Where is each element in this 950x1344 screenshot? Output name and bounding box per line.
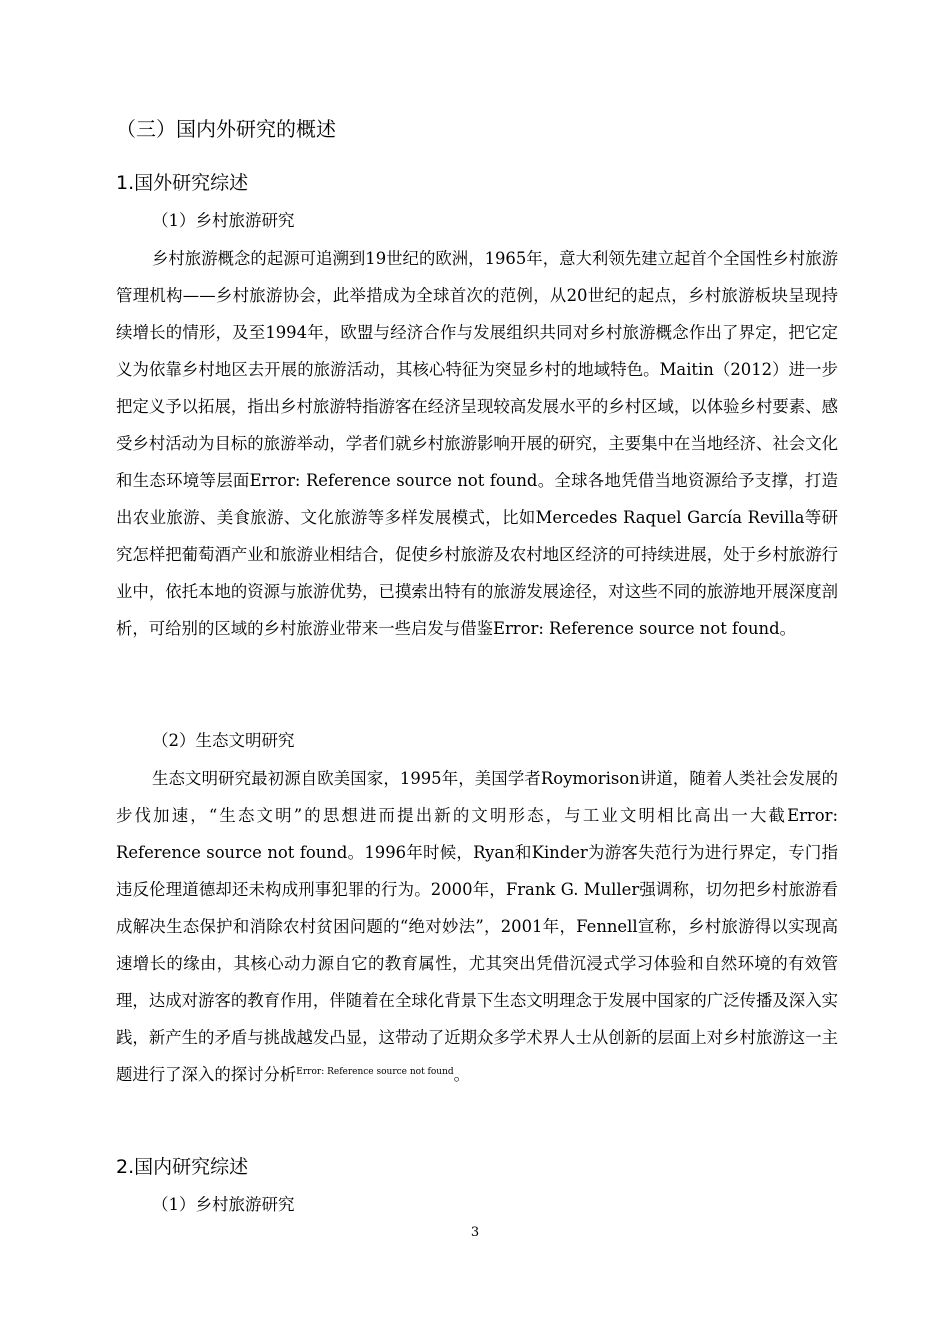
foreign-research-title: 1.国外研究综述 — [116, 172, 249, 194]
foreign-eco-text: 生态文明研究最初源自欧美国家，1995年，美国学者Roymorison讲道，随着人类社会发展的步伐加速，“生态文明”的思想进而提出新的文明形态，与工业文明相比高出一大截Error: Reference source not found。1996年时候，Ryan和Kinder为游客失范行为进行界定，专门指违反伦理道德却还未构成刑事犯罪的行为。2000年，Frank G. Muller强调称，切勿把乡村旅游看成解决生态保护和消除农村贫困问题的“绝对妙法”，2001年，Fennell宣称，乡村旅游得以实现高速增长的缘由，其核心动力源自它的教育属性，尤其突出凭借沉浸式学习体验和自然环境的有效管理，达成对游客的教育作用，伴随着在全球化背景下生态文明理念于发展中国家的广泛传播及深入实践，新产生的矛盾与挑战越发凸显，这带动了近期众多学术界人士从创新的层面上对乡村旅游这一主题进行了深入的探讨分析 — [116, 769, 838, 1084]
foreign-eco-end: 。 — [453, 1065, 471, 1084]
domestic-research-title: 2.国内研究综述 — [116, 1156, 249, 1178]
foreign-rural-paragraph: 乡村旅游概念的起源可追溯到19世纪的欧洲，1965年，意大利领先建立起首个全国性乡村旅游管理机构——乡村旅游协会，此举措成为全球首次的范例，从20世纪的起点，乡村旅游板块呈现持续增长的情形，及至1994年，欧盟与经济合作与发展组织共同对乡村旅游概念作出了界定，把它定义为依靠乡村地区去开展的旅游活动，其核心特征为突显乡村的地域特色。Maitin（2012）进一步把定义予以拓展，指出乡村旅游特指游客在经济呈现较高发展水平的乡村区域，以体验乡村要素、感受乡村活动为目标的旅游举动，学者们就乡村旅游影响开展的研究，主要集中在当地经济、社会文化和生态环境等层面Error: Reference source not found。全球各地凭借当地资源给予支撑，打造出农业旅游、美食旅游、文化旅游等多样发展模式，比如Mercedes Raquel García Revilla等研究怎样把葡萄酒产业和旅游业相结合，促使乡村旅游及农村地区经济的可持续进展，处于乡村旅游行业中，依托本地的资源与旅游优势，已摸索出特有的旅游发展途径，对这些不同的旅游地开展深度剖析，可给别的区域的乡村旅游业带来一些启发与借鉴Error: Reference source not found。 — [116, 249, 838, 638]
foreign-eco-paragraph — [116, 760, 838, 1093]
foreign-eco-heading: （2）生态文明研究 — [152, 731, 295, 750]
section-title: （三）国内外研究的概述 — [116, 117, 336, 141]
reference-superscript: Error: Reference source not found — [296, 1067, 454, 1077]
foreign-rural-heading: （1）乡村旅游研究 — [152, 211, 295, 230]
domestic-rural-heading: （1）乡村旅游研究 — [152, 1195, 295, 1214]
page-number: 3 — [470, 1225, 480, 1240]
